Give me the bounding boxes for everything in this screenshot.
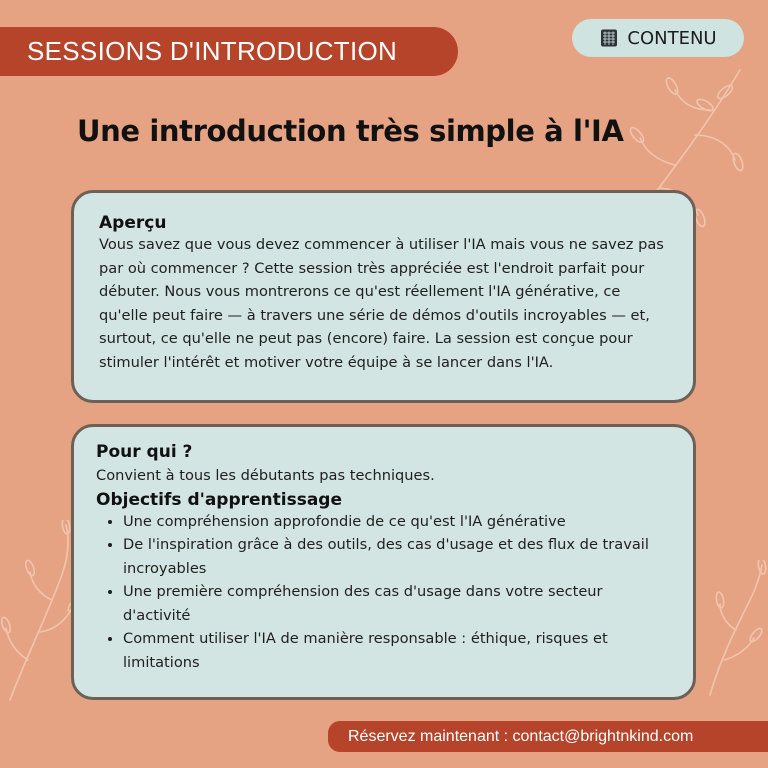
objective-item: • Une compréhension approfondie de ce qu'est l'IA générative <box>123 510 667 534</box>
booking-footer[interactable] <box>328 721 768 752</box>
overview-text: Vous savez que vous devez commencer à utiliser l'IA mais vous ne savez pas par où commencer ? Cette session très appréciée est l'endroit parfait pour débuter. Nous vous montrerons ce qu'est réellement l'IA générative, ce qu'elle peut faire — à travers une série de démos d'outils incroyables — et, surtout, ce qu'elle ne peut pas (encore) faire. La session est conçue pour stimuler l'intérêt et motiver votre équipe à se lancer dans l'IA. <box>99 236 664 371</box>
document-icon <box>599 28 619 48</box>
banner-label: SESSIONS D'INTRODUCTION <box>27 36 398 66</box>
content-tag-label: CONTENU <box>627 27 717 49</box>
booking-cta[interactable]: Réservez maintenant : contact@brightnkind.com <box>348 727 694 745</box>
objectives-list <box>96 510 667 675</box>
section-banner <box>0 27 458 76</box>
audience-text: Convient à tous les débutants pas techniques. <box>96 467 435 484</box>
objectives-heading: Objectifs d'apprentissage <box>96 489 343 510</box>
audience-heading: Pour qui ? <box>96 442 193 462</box>
objective-item: • Une première compréhension des cas d'usage dans votre secteur d'activité <box>123 580 667 627</box>
objective-item: • Comment utiliser l'IA de manière responsable : éthique, risques et limitations <box>123 627 667 674</box>
objective-item: • De l'inspiration grâce à des outils, des cas d'usage et des flux de travail incroyables <box>123 533 667 580</box>
page-title: Une introduction très simple à l'IA <box>77 114 624 148</box>
audience-card <box>71 424 696 700</box>
overview-heading: Aperçu <box>99 213 167 233</box>
content-tag <box>572 19 744 57</box>
overview-card <box>71 190 696 403</box>
leaf-branch-right <box>690 560 768 700</box>
